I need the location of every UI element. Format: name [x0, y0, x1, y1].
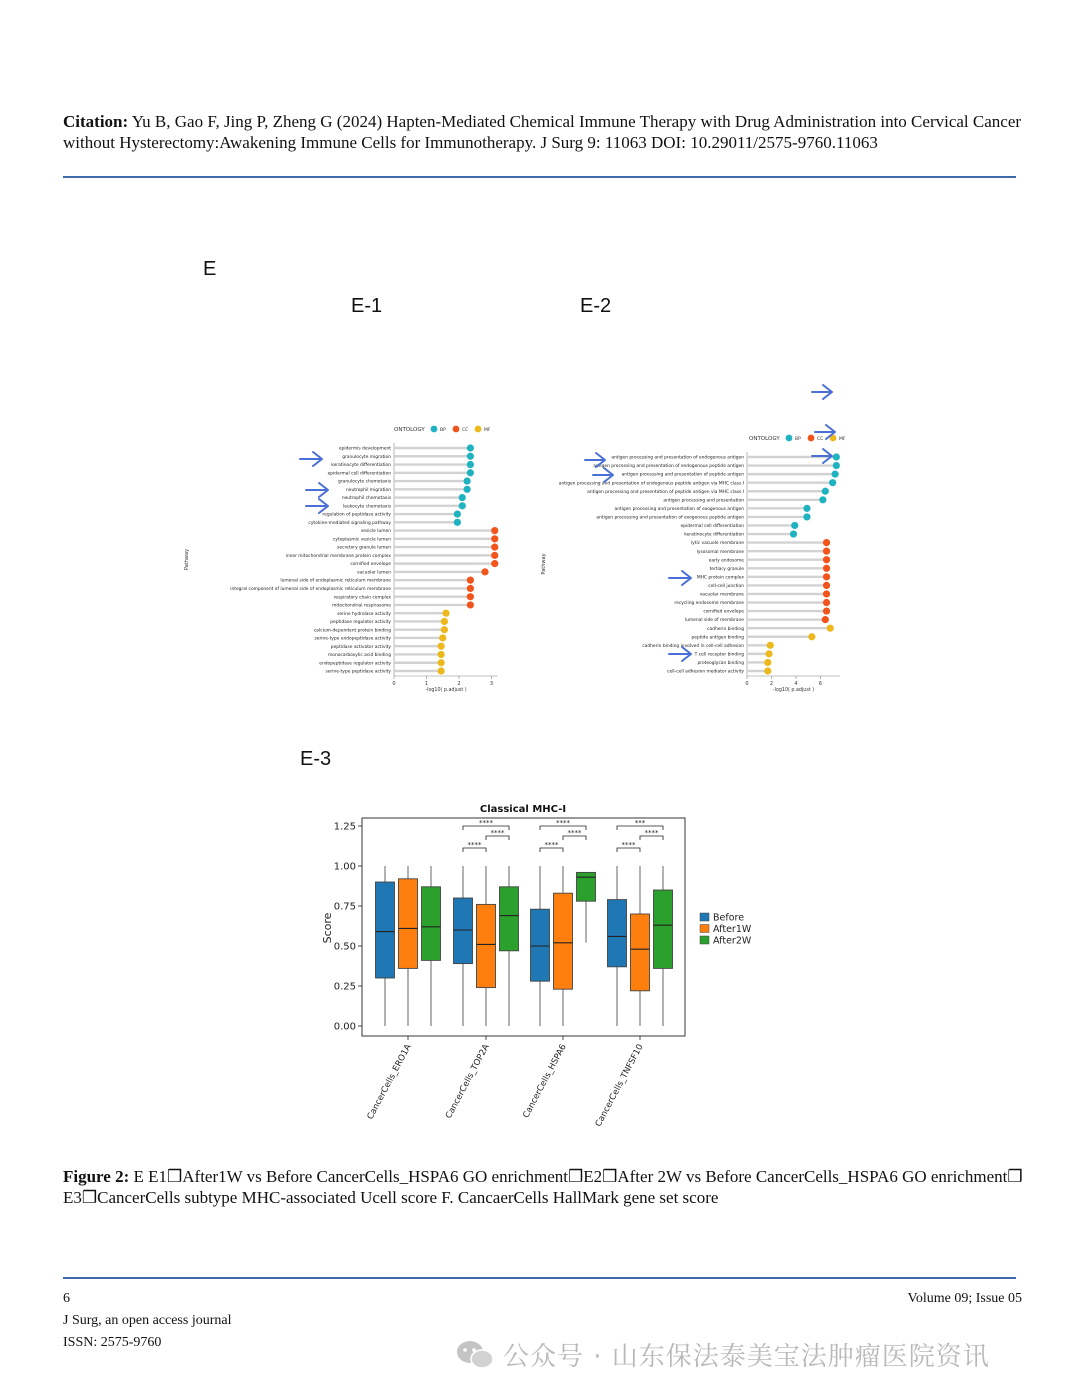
lollipop-dot — [459, 494, 466, 501]
lollipop-dot — [765, 650, 772, 657]
lollipop-dot — [464, 486, 471, 493]
pathway-label: cell-cell adhesion mediator activity — [667, 669, 744, 675]
pathway-label: antigen processing and presentation of endogenous antigen — [611, 455, 744, 461]
box — [654, 890, 673, 968]
lollipop-dot — [467, 469, 474, 476]
journal-name: J Surg, an open access journal — [63, 1313, 232, 1328]
arrow-icon — [306, 483, 328, 497]
panel-label-e3: E-3 — [300, 748, 332, 770]
lollipop-dot — [438, 651, 445, 658]
y-tick-label: 0.50 — [333, 941, 356, 953]
pathway-label: early endosome — [708, 558, 744, 564]
lollipop-dot — [764, 667, 771, 674]
lollipop-dot — [467, 444, 474, 451]
wechat-icon — [455, 1338, 495, 1372]
pathway-label: granulocyte chemotaxis — [338, 479, 391, 485]
pathway-label: serine-type peptidase activity — [325, 669, 391, 675]
caption-label: Figure 2: — [63, 1167, 130, 1186]
lollipop-dot — [822, 616, 829, 623]
lollipop-dot — [467, 577, 474, 584]
lollipop-dot — [491, 544, 498, 551]
watermark-text: 公众号 · 山东保法泰美宝法肿瘤医院资讯 — [503, 1342, 990, 1372]
panel-label-e2: E-2 — [580, 295, 612, 317]
y-tick-label: 0.75 — [333, 901, 356, 913]
pathway-label: calcium-dependent protein binding — [313, 628, 391, 634]
pathway-label: cadherin binding involved in cell-cell adhesion — [642, 643, 744, 649]
x-axis-title: -log10( p.adjust ) — [772, 688, 815, 693]
pathway-label: lytic vacuole membrane — [690, 541, 744, 547]
lollipop-dot — [833, 462, 840, 469]
lollipop-dot — [764, 659, 771, 666]
lollipop-dot — [791, 522, 798, 529]
lollipop-dot — [464, 477, 471, 484]
chart-e3 — [321, 804, 752, 1129]
caption-text: E E1❒After1W vs Before CancerCells_HSPA6 GO enrichment❒E2❒After 2W vs Before CancerCells_HSPA6 GO enrichment❒ E3❒CancerCells subtype MHC-associated Ucell score F. CancaerCells HallMark gene set score — [63, 1167, 1023, 1207]
pathway-label: proteoglycan binding — [697, 661, 744, 667]
citation-label: Citation: — [63, 112, 129, 131]
lollipop-dot — [767, 642, 774, 649]
box — [477, 904, 496, 987]
pathway-label: keratinocyte differentiation — [331, 463, 391, 469]
lollipop-dot — [491, 560, 498, 567]
lollipop-dot — [823, 582, 830, 589]
pathway-label: antigen processing and presentation of exogenous peptide antigen — [596, 515, 744, 521]
y-axis-title: Score — [321, 912, 334, 944]
pathway-label: serine-type endopeptidase activity — [314, 636, 391, 642]
pathway-label: granulocyte migration — [342, 454, 391, 460]
chart-title: Classical MHC-I — [479, 804, 567, 815]
legend-swatch — [700, 925, 709, 933]
y-tick-label: 1.00 — [333, 861, 356, 873]
x-tick-label: 6 — [818, 681, 823, 687]
lollipop-dot — [438, 643, 445, 650]
significance-stars: **** — [567, 829, 582, 837]
arrow-icon — [812, 385, 832, 399]
significance-stars: **** — [644, 829, 659, 837]
box — [608, 900, 627, 967]
legend-label: After2W — [713, 935, 752, 947]
pathway-label: cadherin binding — [707, 626, 744, 632]
significance-stars: **** — [621, 841, 636, 849]
legend-title: ONTOLOGY — [749, 436, 780, 442]
pathway-label: tertiary granule — [709, 566, 744, 572]
lollipop-dot — [790, 530, 797, 537]
arrow-icon — [812, 449, 832, 463]
pathway-label: lumenal side of membrane — [684, 618, 744, 624]
legend-label: BP — [795, 437, 801, 442]
box — [422, 887, 441, 961]
x-tick-label: CancerCells_HSPA6 — [521, 1042, 569, 1120]
legend-label: MF — [839, 437, 846, 442]
pathway-label: lumenal side of endoplasmic reticulum membrane — [280, 578, 391, 584]
lollipop-dot — [823, 590, 830, 597]
y-tick-label: 0.00 — [333, 1021, 356, 1033]
lollipop-dot — [832, 471, 839, 478]
lollipop-dot — [823, 565, 830, 572]
legend-label: After1W — [713, 924, 752, 935]
lollipop-dot — [441, 618, 448, 625]
footer-left — [63, 1288, 231, 1354]
lollipop-dot — [803, 505, 810, 512]
y-axis-title: Pathway — [184, 548, 190, 571]
significance-stars: **** — [556, 819, 570, 827]
lollipop-dot — [823, 599, 830, 606]
x-tick-label: 2 — [769, 681, 774, 687]
pathway-label: keratinocyte differentiation — [684, 532, 744, 538]
significance-stars: *** — [634, 819, 646, 827]
significance-stars: **** — [467, 841, 482, 849]
lollipop-dot — [454, 519, 461, 526]
pathway-label: neutrophil migration — [346, 487, 391, 493]
significance-stars: **** — [544, 841, 559, 849]
x-tick-label: 4 — [794, 681, 798, 687]
chart-e2 — [541, 435, 846, 693]
pathway-label: antigen processing and presentation of endogenous peptide antigen — [593, 464, 744, 470]
footer-rule — [63, 1277, 1016, 1279]
lollipop-dot — [819, 496, 826, 503]
pathway-label: MHC protein complex — [696, 575, 744, 581]
pathway-label: antigen processing and presentation — [663, 498, 744, 504]
lollipop-dot — [438, 659, 445, 666]
legend-label: CC — [462, 428, 469, 433]
pathway-label: cytokine-mediated signaling pathway — [308, 520, 391, 526]
lollipop-dot — [467, 453, 474, 460]
pathway-label: antigen processing and presentation of peptide antigen via MHC class I — [587, 489, 744, 495]
x-tick-label: 2 — [457, 681, 461, 687]
box — [531, 909, 550, 981]
pathway-label: antigen processing and presentation of exogenous antigen — [614, 506, 744, 512]
legend-swatch — [700, 913, 709, 921]
legend-swatch — [700, 936, 709, 944]
lollipop-dot — [439, 634, 446, 641]
pathway-label: leukocyte chemotaxis — [343, 504, 391, 510]
citation-text: Yu B, Gao F, Jing P, Zheng G (2024) Hapten-Mediated Chemical Immune Therapy with Drug Administration into Cervical Cancer without Hysterectomy:Awakening Immune Cells for Immunotherapy. J Surg 9: 11063 DOI: 10.29011/2575-9760.11063 — [63, 112, 1022, 152]
page-number: 6 — [63, 1291, 70, 1306]
lollipop-dot — [829, 479, 836, 486]
box — [376, 882, 395, 978]
pathway-label: antigen processing and presentation of endogenous peptide antigen via MHC class I — [558, 481, 744, 487]
pathway-label: cornified envelope — [350, 562, 391, 568]
pathway-label: respiratory chain complex — [333, 595, 391, 601]
pathway-label: lysosomal membrane — [696, 549, 744, 555]
pathway-label: cornified envelope — [703, 609, 744, 615]
legend-dot — [431, 426, 438, 433]
lollipop-dot — [827, 625, 834, 632]
legend-title: ONTOLOGY — [394, 427, 425, 433]
arrow-icon — [669, 571, 691, 585]
lollipop-dot — [823, 607, 830, 614]
lollipop-dot — [823, 548, 830, 555]
box — [399, 879, 418, 969]
x-tick-label: 1 — [424, 681, 429, 687]
lollipop-dot — [823, 573, 830, 580]
arrow-icon — [593, 468, 613, 482]
lollipop-dot — [438, 667, 445, 674]
legend-label: Before — [713, 912, 745, 924]
lollipop-dot — [481, 568, 488, 575]
lollipop-dot — [459, 502, 466, 509]
significance-stars: **** — [479, 819, 493, 827]
significance-stars: **** — [490, 829, 505, 837]
x-tick-label: 0 — [392, 681, 396, 687]
figure-caption — [63, 1166, 1023, 1208]
pathway-label: peptidase regulator activity — [330, 620, 391, 626]
lollipop-dot — [823, 539, 830, 546]
x-tick-label: 0 — [745, 681, 749, 687]
legend-label: CC — [817, 437, 824, 442]
panel-label-e1: E-1 — [351, 295, 383, 317]
box — [554, 893, 573, 989]
pathway-label: monocarboxylic acid binding — [328, 653, 391, 659]
lollipop-dot — [491, 552, 498, 559]
legend-label: MF — [484, 428, 491, 433]
legend-dot — [786, 435, 793, 442]
pathway-label: mitochondrial respirasome — [332, 603, 391, 609]
lollipop-dot — [823, 556, 830, 563]
arrow-icon — [669, 647, 691, 661]
chart-e1 — [184, 426, 498, 693]
pathway-label: cytoplasmic vesicle lumen — [332, 537, 391, 543]
lollipop-dot — [441, 626, 448, 633]
issn: ISSN: 2575-9760 — [63, 1335, 162, 1350]
pathway-label: integral component of lumenal side of endoplasmic reticulum membrane — [230, 587, 391, 593]
lollipop-dot — [822, 488, 829, 495]
x-tick-label: 3 — [489, 681, 494, 687]
arrow-icon — [306, 499, 328, 513]
pathway-label: secretory granule lumen — [337, 545, 391, 551]
x-tick-label: CancerCells_TOP2A — [443, 1042, 492, 1121]
lollipop-dot — [467, 585, 474, 592]
pathway-label: epidermal cell differentiation — [327, 471, 391, 477]
lollipop-dot — [467, 461, 474, 468]
box — [631, 914, 650, 991]
box — [500, 887, 519, 951]
pathway-label: peptide antigen binding — [691, 635, 744, 641]
legend-dot — [453, 426, 460, 433]
pathway-label: neutrophil chemotaxis — [341, 496, 391, 502]
watermark — [455, 1336, 990, 1373]
legend-dot — [475, 426, 482, 433]
y-tick-label: 0.25 — [333, 981, 356, 993]
lollipop-dot — [803, 513, 810, 520]
x-tick-label: CancerCells_ERO1A — [365, 1042, 414, 1122]
lollipop-dot — [491, 535, 498, 542]
pathway-label: T cell receptor binding — [694, 652, 744, 658]
x-tick-label: CancerCells_TNFSF10 — [593, 1042, 646, 1129]
lollipop-dot — [491, 527, 498, 534]
volume-issue: Volume 09; Issue 05 — [907, 1291, 1022, 1306]
lollipop-dot — [467, 593, 474, 600]
pathway-label: inner mitochondrial membrane protein complex — [285, 553, 391, 559]
legend-dot — [808, 435, 815, 442]
lollipop-dot — [454, 510, 461, 517]
lollipop-dot — [808, 633, 815, 640]
lollipop-dot — [833, 453, 840, 460]
pathway-label: epidermis development — [338, 446, 391, 452]
pathway-label: peptidase activator activity — [330, 644, 391, 650]
y-tick-label: 1.25 — [333, 821, 356, 833]
pathway-label: cell-cell junction — [708, 584, 744, 589]
pathway-label: regulation of peptidase activity — [322, 512, 391, 518]
pathway-label: vacuolar membrane — [699, 592, 744, 598]
lollipop-dot — [467, 601, 474, 608]
pathway-label: vacuolar lumen — [356, 570, 391, 576]
arrow-icon — [300, 452, 322, 466]
panel-label-e: E — [203, 258, 217, 280]
pathway-label: antigen processing and presentation of peptide antigen — [621, 472, 744, 478]
x-axis-title: -log10( p.adjust ) — [425, 688, 467, 693]
pathway-label: epidermal cell differentiation — [680, 524, 744, 530]
pathway-label: recycling endosome membrane — [674, 601, 744, 607]
y-axis-title: Pathway — [541, 553, 547, 575]
pathway-label: endopeptidase regulator activity — [319, 661, 391, 667]
box — [454, 898, 473, 964]
legend-label: BP — [440, 428, 446, 433]
pathway-label: serine hydrolase activity — [337, 611, 391, 617]
pathway-label: vesicle lumen — [360, 529, 391, 535]
lollipop-dot — [442, 610, 449, 617]
